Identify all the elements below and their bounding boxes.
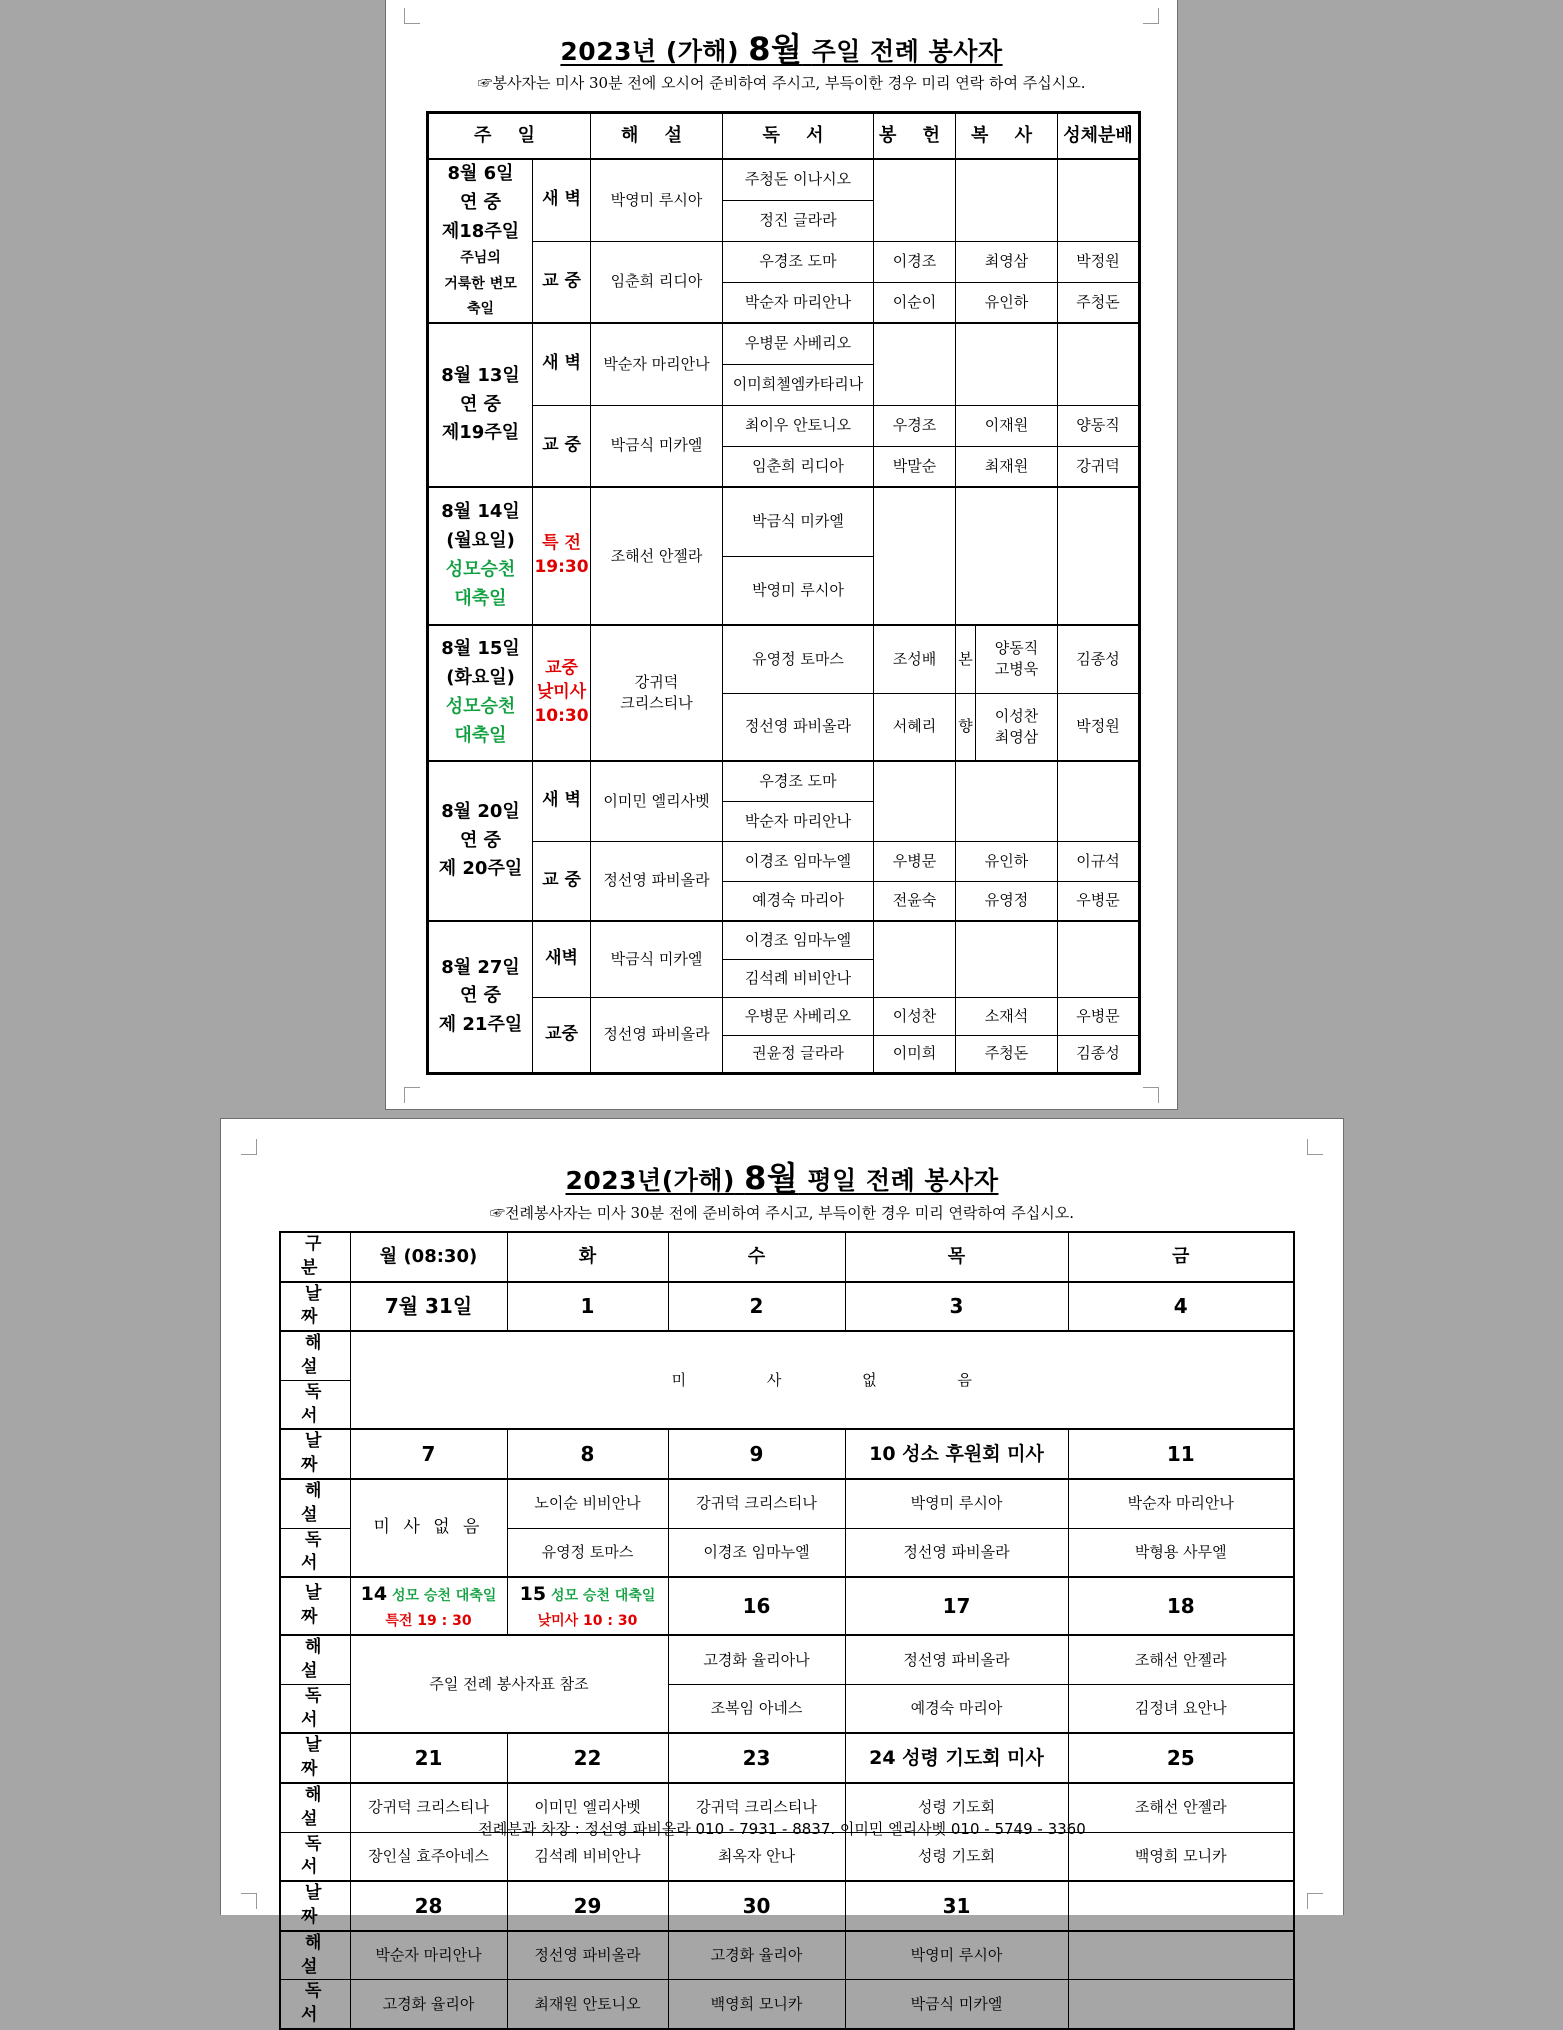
reader: 유영정 토마스	[723, 625, 874, 693]
date-text: 연 중	[459, 191, 502, 213]
date-cell-aug14	[428, 487, 533, 625]
date-cell-aug15	[428, 625, 533, 761]
reader: 성령 기도회	[845, 1832, 1068, 1881]
feast-text: 대축일	[454, 587, 507, 609]
date-cell-14	[350, 1577, 507, 1635]
role-tag: 향	[956, 693, 976, 761]
header-offering: 봉 헌	[874, 113, 956, 160]
label-commentary: 해 설	[280, 1331, 350, 1380]
altar-server: 유인하	[956, 282, 1058, 323]
date-cell: 24 성령 기도회 미사	[845, 1733, 1068, 1783]
date-row	[280, 1282, 1294, 1332]
reader: 최옥자 안나	[668, 1832, 845, 1881]
date-cell: 11	[1068, 1429, 1294, 1479]
reader: 권윤정 글라라	[723, 1035, 874, 1073]
commentator: 정선영 파비올라	[591, 997, 723, 1073]
mass-time: 19:30	[534, 557, 589, 577]
date-cell-aug6	[428, 159, 533, 323]
reading-row	[280, 1832, 1294, 1881]
reader	[1068, 1980, 1294, 2029]
reader: 박금식 미카엘	[723, 487, 874, 556]
feast-text: 축일	[466, 300, 495, 317]
no-mass-note: 미 사 없 음	[350, 1331, 1294, 1429]
commentator: 정선영 파비올라	[845, 1635, 1068, 1684]
communion-minister: 강귀덕	[1058, 446, 1140, 487]
header-row	[428, 113, 1140, 160]
date-cell: 17	[845, 1577, 1068, 1635]
table-row	[428, 841, 1140, 881]
reader: 조복임 아네스	[668, 1684, 845, 1733]
offerer: 조성배	[874, 625, 956, 693]
date-cell: 21	[350, 1733, 507, 1783]
date-cell: 9	[668, 1429, 845, 1479]
commentator: 강귀덕 크리스티나	[350, 1783, 507, 1832]
date-number: 15	[519, 1583, 547, 1606]
sunday-schedule-page	[385, 0, 1178, 1110]
table-row	[428, 159, 1140, 200]
altar-server: 최재원	[956, 446, 1058, 487]
reader: 김석례 비비안나	[507, 1832, 668, 1881]
see-sunday-note: 주일 전례 봉사자표 참조	[350, 1635, 668, 1733]
altar-server: 주청돈	[956, 1035, 1058, 1073]
mass-label: 교 중	[533, 241, 591, 323]
sunday-table	[426, 111, 1141, 1075]
commentator: 고경화 율리아나	[668, 1635, 845, 1684]
date-text: 8월 20일	[441, 800, 520, 822]
page-title	[386, 24, 1177, 70]
commentator: 이미민 엘리사벳	[591, 761, 723, 841]
title-month: 8월	[748, 30, 803, 68]
mass-label: 교 중	[533, 405, 591, 487]
page-title	[221, 1153, 1343, 1199]
reader: 박형용 사무엘	[1068, 1528, 1294, 1577]
offerer: 전윤숙	[874, 881, 956, 921]
date-cell: 23	[668, 1733, 845, 1783]
day-wednesday: 수	[668, 1232, 845, 1282]
reader: 박순자 마리안나	[723, 801, 874, 841]
communion-minister: 우병문	[1058, 997, 1140, 1035]
feast-text: 성모 승천 대축일	[391, 1588, 497, 1605]
feast-text: 대축일	[454, 724, 507, 746]
title-year: 2023년 (가해)	[560, 37, 739, 66]
offerer: 우경조	[874, 405, 956, 446]
commentator-name: 크리스티나	[620, 694, 693, 712]
table-row	[428, 997, 1140, 1035]
table-row	[428, 761, 1140, 801]
label-reading: 독 서	[280, 1980, 350, 2029]
date-cell-15	[507, 1577, 668, 1635]
date-row	[280, 1733, 1294, 1783]
header-reading: 독 서	[723, 113, 874, 160]
offerer: 우병문	[874, 841, 956, 881]
reader: 장인실 효주아네스	[350, 1832, 507, 1881]
crop-mark	[1143, 8, 1159, 24]
date-cell: 1	[507, 1282, 668, 1332]
altar-server-name: 이성찬	[994, 706, 1039, 725]
date-cell: 25	[1068, 1733, 1294, 1783]
offerer: 박말순	[874, 446, 956, 487]
date-row	[280, 1881, 1294, 1931]
date-text: 8월 6일	[447, 163, 514, 185]
header-row	[280, 1232, 1294, 1282]
reader: 정선영 파비올라	[723, 693, 874, 761]
altar-server-name: 양동직	[994, 639, 1039, 658]
commentator: 강귀덕 크리스티나	[668, 1479, 845, 1528]
date-cell: 2	[668, 1282, 845, 1332]
reader: 최이우 안토니오	[723, 405, 874, 446]
weekday-schedule-page	[220, 1118, 1344, 2026]
altar-server	[976, 693, 1058, 761]
reader: 고경화 율리아	[350, 1980, 507, 2029]
instruction-note: ☞봉사자는 미사 30분 전에 오시어 준비하여 주시고, 부득이한 경우 미리 연락 하여 주십시오.	[477, 74, 1086, 92]
date-text: 연 중	[459, 985, 502, 1007]
reader: 임춘희 리디아	[723, 446, 874, 487]
label-date: 날 짜	[280, 1282, 350, 1332]
reader: 이미희첼엠카타리나	[723, 364, 874, 405]
offerer: 서혜리	[874, 693, 956, 761]
date-number: 14	[360, 1583, 388, 1606]
label-commentary: 해 설	[280, 1783, 350, 1832]
title-text: 주일 전례 봉사자	[811, 37, 1003, 66]
header-sunday: 주 일	[428, 113, 591, 160]
date-text: 연 중	[459, 829, 502, 851]
header-commentary: 해 설	[591, 113, 723, 160]
commentator: 조해선 안젤라	[1068, 1783, 1294, 1832]
mass-label: 새 벽	[533, 323, 591, 405]
date-row	[280, 1429, 1294, 1479]
offerer: 이순이	[874, 282, 956, 323]
mass-text: 특 전	[542, 533, 581, 554]
commentator: 박순자 마리안나	[350, 1931, 507, 1980]
date-text: 8월 15일	[441, 638, 520, 660]
label-date: 날 짜	[280, 1577, 350, 1635]
label-date: 날 짜	[280, 1733, 350, 1783]
mass-label: 교 중	[533, 841, 591, 921]
date-cell: 31	[845, 1881, 1068, 1931]
reader: 최재원 안토니오	[507, 1980, 668, 2029]
communion-minister: 이규석	[1058, 841, 1140, 881]
table-row	[428, 323, 1140, 364]
crop-mark	[404, 1087, 420, 1103]
crop-mark	[1307, 1893, 1323, 1909]
feast-text: 성모승천	[445, 696, 516, 717]
commentator: 정선영 파비올라	[507, 1931, 668, 1980]
date-cell: 30	[668, 1881, 845, 1931]
commentary-row	[280, 1635, 1294, 1684]
reader: 박금식 미카엘	[845, 1980, 1068, 2029]
commentator: 노이순 비비안나	[507, 1479, 668, 1528]
commentator: 조해선 안젤라	[591, 487, 723, 625]
offerer: 이미희	[874, 1035, 956, 1073]
crop-mark	[404, 8, 420, 24]
date-cell: 22	[507, 1733, 668, 1783]
date-text: 제19주일	[441, 422, 520, 444]
reader: 유영정 토마스	[507, 1528, 668, 1577]
commentator: 박순자 마리안나	[1068, 1479, 1294, 1528]
altar-server-name: 최영삼	[994, 727, 1039, 746]
commentator	[1068, 1931, 1294, 1980]
altar-server: 이재원	[956, 405, 1058, 446]
date-text: 제 21주일	[438, 1014, 523, 1036]
date-cell: 7	[350, 1429, 507, 1479]
mass-time: 특전 19 : 30	[385, 1613, 472, 1630]
altar-server: 유영정	[956, 881, 1058, 921]
crop-mark	[1143, 1087, 1159, 1103]
feast-text: 성모승천	[445, 559, 516, 580]
table-row	[428, 405, 1140, 446]
date-cell: 4	[1068, 1282, 1294, 1332]
date-cell: 18	[1068, 1577, 1294, 1635]
mass-label	[533, 625, 591, 761]
reader: 김정녀 요안나	[1068, 1684, 1294, 1733]
reader: 우병문 사베리오	[723, 997, 874, 1035]
mass-label: 새벽	[533, 921, 591, 997]
label-commentary: 해 설	[280, 1931, 350, 1980]
offerer: 이성찬	[874, 997, 956, 1035]
date-text: 제 20주일	[438, 858, 523, 880]
reader: 정선영 파비올라	[845, 1528, 1068, 1577]
altar-server: 최영삼	[956, 241, 1058, 282]
commentator: 정선영 파비올라	[591, 841, 723, 921]
commentator: 박순자 마리안나	[591, 323, 723, 405]
communion-minister: 김종성	[1058, 625, 1140, 693]
date-cell-aug27	[428, 921, 533, 1073]
title-year: 2023년(가해)	[565, 1166, 735, 1195]
commentary-row	[280, 1479, 1294, 1528]
date-row	[280, 1577, 1294, 1635]
label-reading: 독 서	[280, 1684, 350, 1733]
reader: 주청돈 이나시오	[723, 159, 874, 200]
commentator: 박영미 루시아	[845, 1479, 1068, 1528]
reader: 우병문 사베리오	[723, 323, 874, 364]
offerer: 이경조	[874, 241, 956, 282]
label-commentary: 해 설	[280, 1635, 350, 1684]
mass-label	[533, 487, 591, 625]
altar-server	[976, 625, 1058, 693]
reader: 백영희 모니카	[1068, 1832, 1294, 1881]
reader: 박영미 루시아	[723, 556, 874, 625]
reader: 이경조 임마누엘	[668, 1528, 845, 1577]
table-row	[428, 241, 1140, 282]
date-text: 연 중	[459, 393, 502, 415]
table-row	[428, 921, 1140, 959]
crop-mark	[241, 1893, 257, 1909]
communion-minister: 주청돈	[1058, 282, 1140, 323]
title-month: 8월	[744, 1159, 799, 1197]
reader: 정진 글라라	[723, 200, 874, 241]
date-text: 제18주일	[441, 220, 520, 242]
commentator: 고경화 율리아	[668, 1931, 845, 1980]
table-row	[428, 625, 1140, 693]
title-text: 평일 전례 봉사자	[807, 1166, 999, 1195]
commentator-name: 강귀덕	[634, 673, 679, 691]
reader: 예경숙 마리아	[845, 1684, 1068, 1733]
mass-text: 교중	[545, 658, 578, 679]
reader: 이경조 임마누엘	[723, 921, 874, 959]
table-row	[428, 487, 1140, 556]
date-text: (화요일)	[446, 667, 515, 689]
date-cell	[1068, 1881, 1294, 1931]
altar-server: 유인하	[956, 841, 1058, 881]
date-text: 8월 14일	[441, 501, 520, 523]
reader: 우경조 도마	[723, 241, 874, 282]
date-cell: 28	[350, 1881, 507, 1931]
feast-text: 성모 승천 대축일	[550, 1588, 656, 1605]
commentator: 조해선 안젤라	[1068, 1635, 1294, 1684]
communion-minister: 박정원	[1058, 693, 1140, 761]
label-date: 날 짜	[280, 1881, 350, 1931]
reader: 백영희 모니카	[668, 1980, 845, 2029]
day-monday: 월 (08:30)	[350, 1232, 507, 1282]
mass-time: 10:30	[534, 705, 589, 726]
date-cell: 8	[507, 1429, 668, 1479]
date-text: 8월 13일	[441, 364, 520, 386]
communion-minister: 양동직	[1058, 405, 1140, 446]
communion-minister: 김종성	[1058, 1035, 1140, 1073]
reader: 우경조 도마	[723, 761, 874, 801]
altar-server: 소재석	[956, 997, 1058, 1035]
role-tag: 본	[956, 625, 976, 693]
contact-footer: 전례분과 차장 : 정선영 파비올라 010 - 7931 - 8837. 이미민 엘리사벳 010 - 5749 - 3360	[478, 1820, 1086, 1838]
mass-label: 새 벽	[533, 761, 591, 841]
day-thursday: 목	[845, 1232, 1068, 1282]
no-mass-note: 미 사 없 음	[350, 1479, 507, 1577]
header-altar-server: 복 사	[956, 113, 1058, 160]
mass-label: 교중	[533, 997, 591, 1073]
date-cell: 16	[668, 1577, 845, 1635]
commentator: 강귀덕 크리스티나	[668, 1783, 845, 1832]
day-friday: 금	[1068, 1232, 1294, 1282]
date-text: (월요일)	[446, 530, 515, 552]
communion-minister: 박정원	[1058, 241, 1140, 282]
mass-text: 낮미사	[536, 682, 587, 703]
commentator: 박영미 루시아	[845, 1931, 1068, 1980]
label-reading: 독 서	[280, 1832, 350, 1881]
instruction-note: ☞전례봉사자는 미사 30분 전에 준비하여 주시고, 부득이한 경우 미리 연락하여 주십시오.	[490, 1204, 1074, 1222]
communion-minister: 우병문	[1058, 881, 1140, 921]
weekday-table	[279, 1231, 1295, 2030]
label-reading: 독 서	[280, 1380, 350, 1429]
mass-time: 낮미사 10 : 30	[537, 1613, 638, 1630]
commentator	[591, 625, 723, 761]
commentator: 성령 기도회	[845, 1783, 1068, 1832]
reader: 예경숙 마리아	[723, 881, 874, 921]
commentator: 박금식 미카엘	[591, 921, 723, 997]
date-cell: 7월 31일	[350, 1282, 507, 1332]
feast-text: 거룩한 변모	[444, 275, 517, 292]
date-cell: 10 성소 후원회 미사	[845, 1429, 1068, 1479]
commentator: 이미민 엘리사벳	[507, 1783, 668, 1832]
label-date: 날 짜	[280, 1429, 350, 1479]
date-cell-aug20	[428, 761, 533, 921]
header-communion: 성체분배	[1058, 113, 1140, 160]
label-division: 구 분	[280, 1232, 350, 1282]
date-cell-aug13	[428, 323, 533, 487]
label-reading: 독 서	[280, 1528, 350, 1577]
day-tuesday: 화	[507, 1232, 668, 1282]
reader: 이경조 임마누엘	[723, 841, 874, 881]
commentator: 박영미 루시아	[591, 159, 723, 241]
altar-server-name: 고병욱	[994, 660, 1039, 679]
commentary-row	[280, 1331, 1294, 1380]
reader: 김석례 비비안나	[723, 959, 874, 997]
reading-row	[280, 1980, 1294, 2029]
feast-text: 주님의	[460, 250, 501, 267]
commentator: 박금식 미카엘	[591, 405, 723, 487]
commentator: 임춘희 리디아	[591, 241, 723, 323]
label-commentary: 해 설	[280, 1479, 350, 1528]
date-cell: 29	[507, 1881, 668, 1931]
commentary-row	[280, 1931, 1294, 1980]
mass-label: 새 벽	[533, 159, 591, 241]
date-text: 8월 27일	[441, 956, 520, 978]
date-cell: 3	[845, 1282, 1068, 1332]
reader: 박순자 마리안나	[723, 282, 874, 323]
